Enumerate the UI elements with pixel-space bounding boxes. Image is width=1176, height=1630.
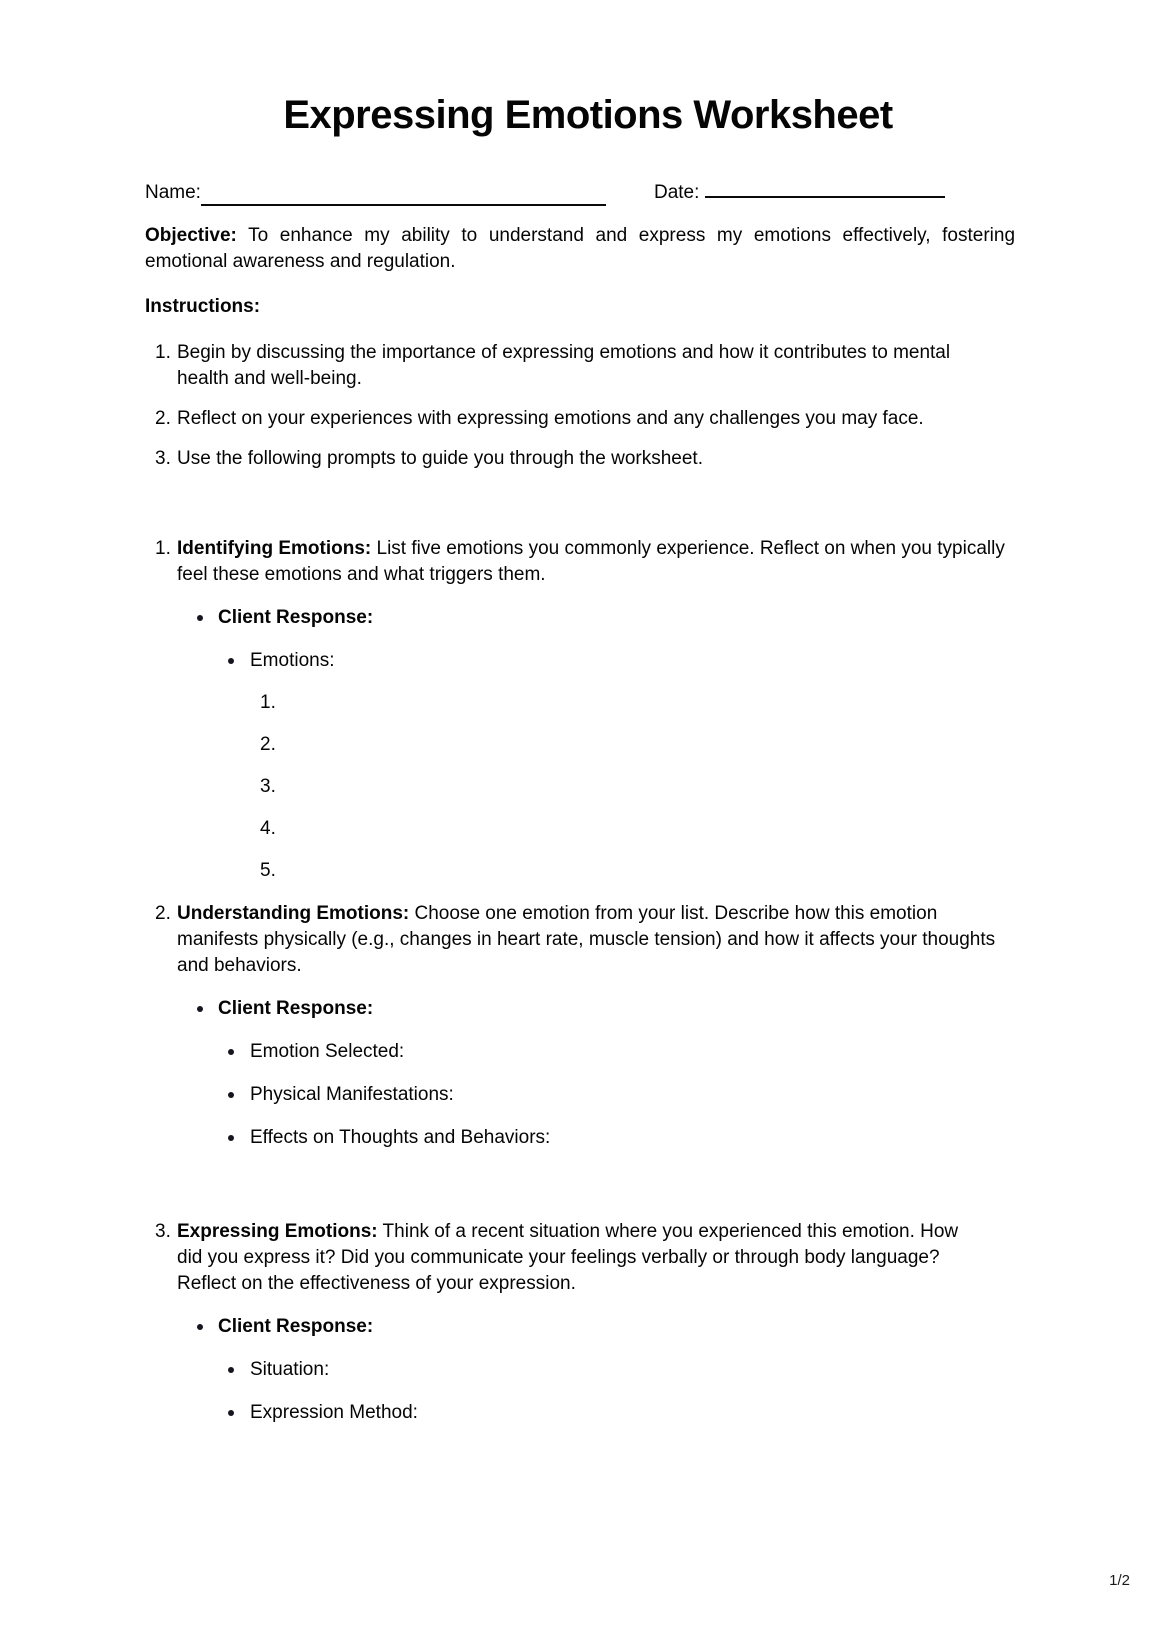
prompt-text-block <box>177 901 1022 979</box>
instruction-text: Begin by discussing the importance of expressing emotions and how it contributes to mental health and well-being. <box>177 342 951 389</box>
emotion-blank-5: 5. <box>260 860 276 881</box>
instruction-text: Reflect on your experiences with expressing emotions and any challenges you may face. <box>177 408 924 429</box>
bullet-icon <box>228 1410 234 1416</box>
name-blank-line <box>201 183 606 206</box>
instruction-number: 3. <box>155 448 171 469</box>
physical-manifestations-label: Physical Manifestations: <box>250 1084 454 1105</box>
prompt-number: 3. <box>155 1221 171 1242</box>
bullet-icon <box>197 1324 203 1330</box>
prompt-heading <box>145 536 1031 588</box>
prompt-identifying-emotions <box>145 536 1031 884</box>
prompt-heading <box>145 901 1031 979</box>
prompt-text: Think of a recent situation where you experienced this emotion. How did you express it? Did you communicate your feelings verbally or through body language? Reflect on the effectiveness of your expression. <box>177 1221 959 1294</box>
prompt-number: 2. <box>155 903 171 924</box>
name-date-row <box>145 175 1031 206</box>
objective-label: Objective: <box>145 225 237 246</box>
emotion-blank-4: 4. <box>260 818 276 839</box>
date-label: Date: <box>653 182 700 203</box>
instruction-item <box>145 446 1031 472</box>
client-response-row <box>145 996 1031 1022</box>
physical-manifestations-row <box>145 1082 1031 1108</box>
expression-method-row <box>145 1400 1031 1426</box>
prompt-label: Identifying Emotions: <box>177 538 372 559</box>
client-response-label: Client Response: <box>218 1316 374 1337</box>
prompts-list <box>145 536 1031 1426</box>
prompt-label: Expressing Emotions: <box>177 1221 378 1242</box>
page-title: Expressing Emotions Worksheet <box>283 93 893 137</box>
prompt-text-block <box>177 536 1007 588</box>
bullet-icon <box>228 658 234 664</box>
client-response-row <box>145 1314 1031 1340</box>
emotions-label: Emotions: <box>250 650 335 671</box>
instructions-list <box>145 340 1031 472</box>
bullet-icon <box>197 615 203 621</box>
bullet-icon <box>228 1092 234 1098</box>
client-response-row <box>145 605 1031 631</box>
emotion-blank-1: 1. <box>260 692 276 713</box>
emotion-blank-3: 3. <box>260 776 276 797</box>
situation-row <box>145 1357 1031 1383</box>
instruction-item <box>145 406 1031 432</box>
date-blank-line <box>705 175 945 198</box>
prompt-text: Choose one emotion from your list. Describe how this emotion manifests physically (e.g., changes in heart rate, muscle tension) and how it affects your thoughts and behaviors. <box>177 903 996 976</box>
prompt-number: 1. <box>155 538 171 559</box>
bullet-icon <box>228 1049 234 1055</box>
date-group <box>654 175 945 206</box>
objective-text: To enhance my ability to understand and express my emotions effectively, fostering emotional awareness and regulation. <box>145 225 1016 272</box>
bullet-icon <box>197 1006 203 1012</box>
bullet-icon <box>228 1367 234 1373</box>
client-response-label: Client Response: <box>218 998 374 1019</box>
page-number: 1/2 <box>1109 1572 1130 1589</box>
emotion-selected-row <box>145 1039 1031 1065</box>
prompt-text-block <box>177 1219 977 1297</box>
instruction-number: 1. <box>155 342 171 363</box>
expression-method-label: Expression Method: <box>250 1402 418 1423</box>
prompt-label: Understanding Emotions: <box>177 903 410 924</box>
client-response-label: Client Response: <box>218 607 374 628</box>
name-label: Name: <box>145 182 201 203</box>
prompt-understanding-emotions <box>145 901 1031 1151</box>
instruction-item <box>145 340 1031 392</box>
emotions-row <box>145 648 1031 674</box>
instruction-number: 2. <box>155 408 171 429</box>
emotion-blank-2: 2. <box>260 734 276 755</box>
bullet-icon <box>228 1135 234 1141</box>
prompt-heading <box>145 1219 1031 1297</box>
effects-thoughts-behaviors-row <box>145 1125 1031 1151</box>
objective-paragraph <box>145 223 1015 275</box>
instruction-text: Use the following prompts to guide you through the worksheet. <box>177 448 703 469</box>
instructions-heading: Instructions: <box>145 296 261 317</box>
emotion-selected-label: Emotion Selected: <box>250 1041 405 1062</box>
effects-thoughts-behaviors-label: Effects on Thoughts and Behaviors: <box>250 1127 551 1148</box>
situation-label: Situation: <box>250 1359 330 1380</box>
prompt-text: List five emotions you commonly experience. Reflect on when you typically feel these emotions and what triggers them. <box>177 538 1005 585</box>
prompt-expressing-emotions <box>145 1219 1031 1426</box>
